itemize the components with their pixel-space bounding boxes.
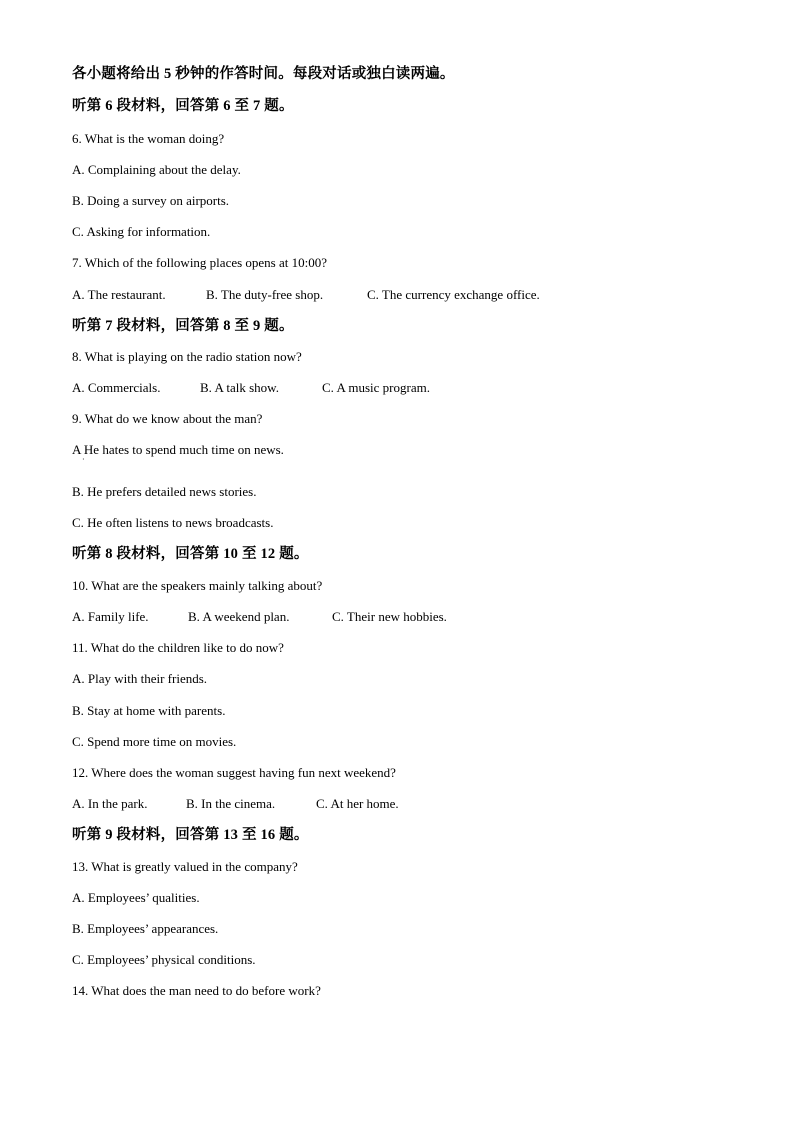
stray-period-mark: · — [82, 455, 85, 464]
section-heading-7: 听第 7 段材料，回答第 8 至 9 题。 — [72, 318, 294, 334]
question-13-option-c: C. Employees’ physical conditions. — [72, 952, 256, 967]
question-7-option-b: B. The duty-free shop. — [206, 287, 324, 302]
question-11-option-a: A. Play with their friends. — [72, 671, 208, 686]
question-9-option-a: A He hates to spend much time on news. — [72, 442, 284, 457]
question-13-stem: 13. What is greatly valued in the company? — [72, 859, 298, 874]
question-14-stem: 14. What does the man need to do before work? — [72, 983, 321, 998]
question-8-option-c: C. A music program. — [322, 380, 430, 395]
instructions-text: 各小题将给出 5 秒钟的作答时间。每段对话或独白读两遍。 — [72, 66, 455, 82]
question-12-option-b: B. In the cinema. — [186, 796, 276, 811]
section-heading-6: 听第 6 段材料，回答第 6 至 7 题。 — [72, 98, 294, 114]
question-6-stem: 6. What is the woman doing? — [72, 131, 225, 146]
question-9-stem: 9. What do we know about the man? — [72, 411, 263, 426]
question-9-option-b: B. He prefers detailed news stories. — [72, 484, 257, 499]
question-10-option-a: A. Family life. — [72, 609, 149, 624]
question-11-stem: 11. What do the children like to do now? — [72, 640, 284, 655]
question-7-stem: 7. Which of the following places opens at 10:00? — [72, 255, 328, 270]
question-13-option-a: A. Employees’ qualities. — [72, 890, 200, 905]
question-12-option-c: C. At her home. — [316, 796, 399, 811]
question-12-option-a: A. In the park. — [72, 796, 148, 811]
question-12-stem: 12. Where does the woman suggest having fun next weekend? — [72, 765, 396, 780]
question-8-option-b: B. A talk show. — [200, 380, 279, 395]
question-10-stem: 10. What are the speakers mainly talking about? — [72, 578, 323, 593]
section-heading-8: 听第 8 段材料，回答第 10 至 12 题。 — [72, 546, 309, 562]
question-10-option-b: B. A weekend plan. — [188, 609, 290, 624]
question-11-option-b: B. Stay at home with parents. — [72, 703, 226, 718]
question-13-option-b: B. Employees’ appearances. — [72, 921, 219, 936]
question-7-option-a: A. The restaurant. — [72, 287, 166, 302]
question-11-option-c: C. Spend more time on movies. — [72, 734, 237, 749]
question-6-option-b: B. Doing a survey on airports. — [72, 193, 230, 208]
question-6-option-a: A. Complaining about the delay. — [72, 162, 241, 177]
question-7-option-c: C. The currency exchange office. — [367, 287, 540, 302]
question-8-stem: 8. What is playing on the radio station now? — [72, 349, 302, 364]
question-6-option-c: C. Asking for information. — [72, 224, 211, 239]
question-8-option-a: A. Commercials. — [72, 380, 161, 395]
question-9-option-c: C. He often listens to news broadcasts. — [72, 515, 274, 530]
section-heading-9: 听第 9 段材料，回答第 13 至 16 题。 — [72, 827, 309, 843]
question-10-option-c: C. Their new hobbies. — [332, 609, 447, 624]
